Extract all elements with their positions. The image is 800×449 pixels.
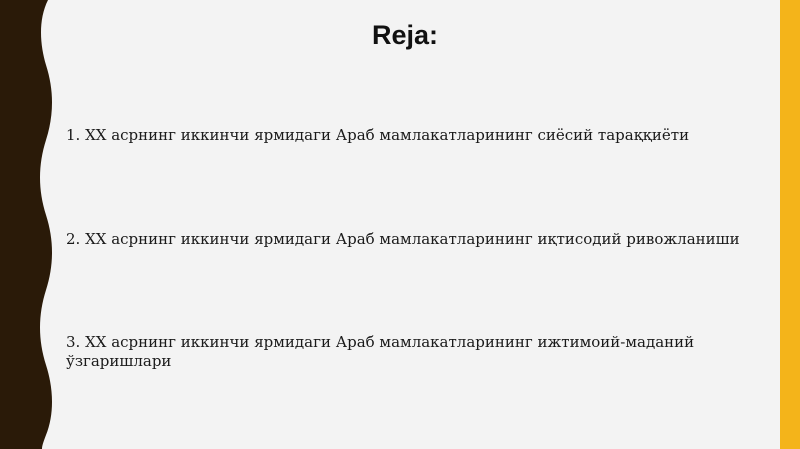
plan-item-1: 1. XX асрнинг иккинчи ярмидаги Араб мамлакатларининг сиёсий тараққиёти [66,126,690,144]
right-accent-bar [780,0,800,449]
slide-title: Reja: [371,20,439,50]
plan-item-3: 3. XX асрнинг иккинчи ярмидаги Араб мамлакатларининг ижтимоий-маданий ўзгаришлари [66,333,695,370]
wavy-border-decoration [0,0,70,449]
plan-item-2: 2. XX асрнинг иккинчи ярмидаги Араб мамлакатларининг иқтисодий ривожланиши [66,230,740,248]
